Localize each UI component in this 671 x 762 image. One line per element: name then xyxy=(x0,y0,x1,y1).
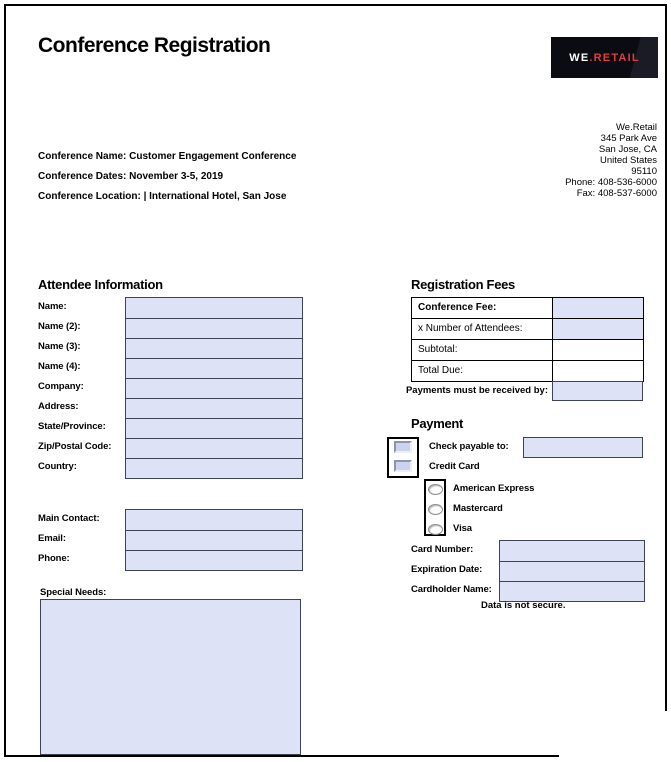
mastercard-radio[interactable] xyxy=(428,504,443,515)
check-payable-field[interactable] xyxy=(523,437,643,458)
address-line: Fax: 408-537-6000 xyxy=(576,188,657,199)
registration-fees-table xyxy=(411,297,644,382)
email-label: Email: xyxy=(38,533,66,544)
mastercard-label: Mastercard xyxy=(453,503,503,514)
state-province-field[interactable] xyxy=(126,418,302,438)
subtotal-label: Subtotal: xyxy=(412,340,553,360)
amex-label: American Express xyxy=(453,483,535,494)
state-province-label: State/Province: xyxy=(38,421,106,432)
registration-fees-heading: Registration Fees xyxy=(411,277,515,292)
table-row xyxy=(412,340,643,361)
table-row xyxy=(412,361,643,382)
name2-label: Name (2): xyxy=(38,321,81,332)
attendee-information-heading: Attendee Information xyxy=(38,277,163,292)
cardholder-name-label: Cardholder Name: xyxy=(411,584,492,595)
data-not-secure-note: Data is not secure. xyxy=(481,600,566,611)
zip-postal-label: Zip/Postal Code: xyxy=(38,441,112,452)
name4-field[interactable] xyxy=(126,358,302,378)
logo-dot: . xyxy=(589,51,594,64)
check-payable-label: Check payable to: xyxy=(429,441,509,452)
name3-label: Name (3): xyxy=(38,341,81,352)
conference-name-line: Conference Name: Customer Engagement Conference xyxy=(38,151,297,162)
page-border-left xyxy=(4,4,6,757)
special-needs-textarea[interactable] xyxy=(40,599,301,755)
address-line: San Jose, CA xyxy=(598,144,657,155)
conference-fee-label: Conference Fee: xyxy=(412,298,553,318)
expiration-date-label: Expiration Date: xyxy=(411,564,483,575)
address-line: United States xyxy=(599,155,657,166)
cardholder-name-field[interactable] xyxy=(500,581,644,601)
address-line: 95110 xyxy=(631,166,657,177)
company-label: Company: xyxy=(38,381,84,392)
company-field[interactable] xyxy=(126,378,302,398)
total-due-label: Total Due: xyxy=(412,361,553,381)
name2-field[interactable] xyxy=(126,318,302,338)
name4-label: Name (4): xyxy=(38,361,81,372)
check-payable-checkbox[interactable] xyxy=(394,441,412,453)
page-border-right xyxy=(665,4,667,711)
subtotal-cell xyxy=(553,340,643,360)
table-row xyxy=(412,319,643,340)
visa-radio[interactable] xyxy=(428,524,443,535)
attendee-fields-stack xyxy=(125,297,303,479)
credit-card-label: Credit Card xyxy=(429,461,480,472)
expiration-date-field[interactable] xyxy=(500,561,644,581)
conference-info xyxy=(38,147,296,207)
country-label: Country: xyxy=(38,461,77,472)
credit-card-checkbox[interactable] xyxy=(394,460,412,472)
country-field[interactable] xyxy=(126,458,302,478)
address-label: Address: xyxy=(38,401,79,412)
company-address-block xyxy=(565,122,657,199)
special-needs-label: Special Needs: xyxy=(40,587,107,598)
payment-heading: Payment xyxy=(411,416,464,431)
conference-dates-line: Conference Dates: November 3-5, 2019 xyxy=(38,171,224,182)
number-of-attendees-label: x Number of Attendees: xyxy=(412,319,553,339)
name-field[interactable] xyxy=(126,298,302,318)
payments-received-by-field[interactable] xyxy=(552,381,643,401)
zip-postal-field[interactable] xyxy=(126,438,302,458)
table-row xyxy=(412,298,643,319)
weretail-logo xyxy=(551,37,658,78)
conference-fee-cell[interactable] xyxy=(553,298,643,318)
main-contact-label: Main Contact: xyxy=(38,513,100,524)
visa-label: Visa xyxy=(453,523,472,534)
amex-radio[interactable] xyxy=(428,484,443,495)
total-due-cell xyxy=(553,361,643,381)
number-of-attendees-cell[interactable] xyxy=(553,319,643,339)
address-line: We.Retail xyxy=(615,122,657,133)
phone-label: Phone: xyxy=(38,553,70,564)
page-border-top xyxy=(4,4,667,6)
card-number-label: Card Number: xyxy=(411,544,474,555)
card-fields-stack xyxy=(499,540,645,602)
logo-we-text: WE xyxy=(569,51,590,64)
main-contact-field[interactable] xyxy=(126,510,302,530)
phone-field[interactable] xyxy=(126,550,302,570)
contact-fields-stack xyxy=(125,509,303,571)
address-line: Phone: 408-536-6000 xyxy=(565,177,657,188)
email-field[interactable] xyxy=(126,530,302,550)
conference-location-line: Conference Location: | International Hotel, San Jose xyxy=(38,191,287,202)
address-field[interactable] xyxy=(126,398,302,418)
logo-retail-text: RETAIL xyxy=(593,51,640,64)
page-title: Conference Registration xyxy=(38,34,271,57)
name3-field[interactable] xyxy=(126,338,302,358)
name-label: Name: xyxy=(38,301,67,312)
card-number-field[interactable] xyxy=(500,541,644,561)
address-line: 345 Park Ave xyxy=(600,133,657,144)
payments-received-by-label: Payments must be received by: xyxy=(405,385,548,396)
page-border-bottom xyxy=(4,755,559,757)
